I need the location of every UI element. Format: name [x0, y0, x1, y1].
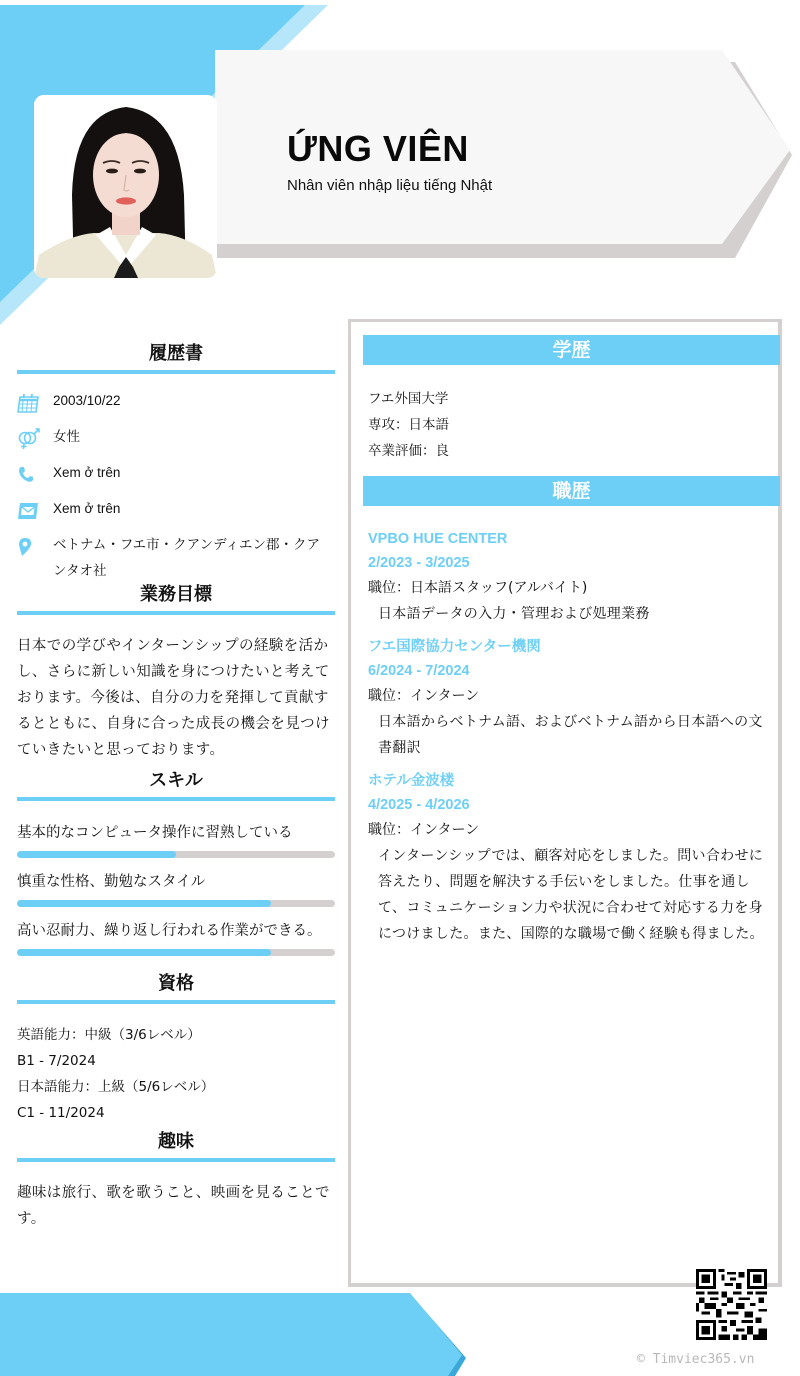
skills-section: [17, 767, 335, 956]
certificate-line: C1 - 11/2024: [17, 1105, 105, 1121]
section-divider: [17, 370, 335, 374]
right-panel: [348, 319, 782, 1287]
certificate-list: [17, 1022, 335, 1126]
section-title-objective: 業務目標: [140, 584, 212, 605]
email-row: [17, 500, 335, 536]
job-period: 2/2023 - 3/2025: [368, 555, 470, 571]
job-role: 職位：日本語スタッフ(アルバイト): [368, 580, 588, 596]
job-entry: [368, 635, 773, 761]
section-divider: [17, 1158, 335, 1162]
certificate-line: B1 - 7/2024: [17, 1053, 96, 1069]
skill-label: 高い忍耐力、繰り返し行われる作業ができる。: [17, 923, 322, 939]
job-entry: [368, 769, 773, 947]
section-title-skills: スキル: [149, 770, 203, 791]
location-icon: [17, 536, 53, 558]
certificates-section: [17, 970, 335, 1126]
skill-bar-track: [17, 949, 335, 956]
skill-bar-fill: [17, 900, 271, 907]
job-period: 4/2025 - 4/2026: [368, 797, 470, 813]
certificate-line: 日本語能力：上級（5/6レベル）: [17, 1079, 215, 1095]
email-value: Xem ở trên: [53, 501, 121, 516]
gender-icon: [17, 428, 53, 450]
avatar-photo: [34, 95, 217, 278]
hobbies-section: [17, 1128, 335, 1232]
job-description: 日本語からベトナム語、およびベトナム語から日本語への文書翻訳: [378, 714, 763, 756]
job-entry: [368, 527, 773, 627]
skill-bar-fill: [17, 851, 176, 858]
section-title-experience: 職歴: [363, 476, 780, 506]
hobbies-text: 趣味は旅行、歌を歌うこと、映画を見ることです。: [17, 1185, 330, 1227]
candidate-name: ỨNG VIÊN: [287, 128, 469, 169]
skill-label: 慎重な性格、勤勉なスタイル: [17, 874, 206, 890]
phone-icon: [17, 464, 53, 486]
job-period: 6/2024 - 7/2024: [368, 663, 470, 679]
address-value: ベトナム・フエ市・クアンディエン郡・クアンタオ社: [53, 537, 321, 578]
address-row: [17, 536, 335, 584]
phone-row: [17, 464, 335, 500]
certificate-line: 英語能力：中級（3/6レベル）: [17, 1027, 201, 1043]
section-title-certificates: 資格: [158, 973, 194, 994]
experience-content: [368, 527, 773, 955]
job-company: フエ国際協力センター機関: [368, 639, 541, 655]
calendar-icon: [17, 392, 53, 414]
skill-item: [17, 921, 335, 956]
education-content: [368, 386, 773, 464]
education-major: 専攻：日本語: [368, 417, 449, 433]
left-column: [17, 340, 335, 1232]
job-role: 職位：インターン: [368, 688, 480, 704]
skill-label: 基本的なコンピュータ操作に習熟している: [17, 825, 293, 841]
job-title: Nhân viên nhập liệu tiếng Nhật: [287, 177, 493, 194]
email-icon: [17, 500, 53, 522]
birthdate-value: 2003/10/22: [53, 393, 121, 408]
education-grade: 卒業評価：良: [368, 443, 449, 459]
job-description: 日本語データの入力・管理および処理業務: [378, 606, 650, 622]
skill-item: [17, 872, 335, 907]
skill-item: [17, 823, 335, 858]
job-company: ホテル金波楼: [368, 773, 455, 789]
profile-section: [17, 340, 335, 584]
section-divider: [17, 797, 335, 801]
section-divider: [17, 1000, 335, 1004]
section-title-education: 学歴: [363, 335, 780, 365]
section-title-hobbies: 趣味: [158, 1131, 194, 1152]
job-description: インターンシップでは、顧客対応をしました。問い合わせに答えたり、問題を解決する手伝いをしました。仕事を通して、コミュニケーション力や状況に合わせて対応する力を身につけました。また、国際的な職場で働く経験も得ました。: [378, 848, 764, 942]
phone-value: Xem ở trên: [53, 465, 121, 480]
gender-row: [17, 428, 335, 464]
skill-bar-fill: [17, 949, 271, 956]
gender-value: 女性: [53, 429, 80, 444]
skill-bar-track: [17, 900, 335, 907]
objective-section: [17, 581, 335, 763]
section-title-profile: 履歴書: [149, 343, 203, 364]
qr-code[interactable]: [696, 1269, 767, 1340]
skill-bar-track: [17, 851, 335, 858]
portrait-image: [34, 95, 217, 278]
profile-info-list: [17, 392, 335, 584]
education-school: フエ外国大学: [368, 391, 449, 407]
job-role: 職位：インターン: [368, 822, 480, 838]
job-company: VPBO HUE CENTER: [368, 531, 508, 547]
section-divider: [17, 611, 335, 615]
copyright-text: © Timviec365.vn: [637, 1352, 755, 1367]
objective-text: 日本での学びやインターンシップの経験を活かし、さらに新しい知識を身につけたいと考えております。今後は、自分の力を発揮して貢献するとともに、自身に合った成長の機会を見つけていきたいと思っております。: [17, 638, 330, 758]
qr-code-icon: [696, 1269, 767, 1340]
birthdate-row: [17, 392, 335, 428]
